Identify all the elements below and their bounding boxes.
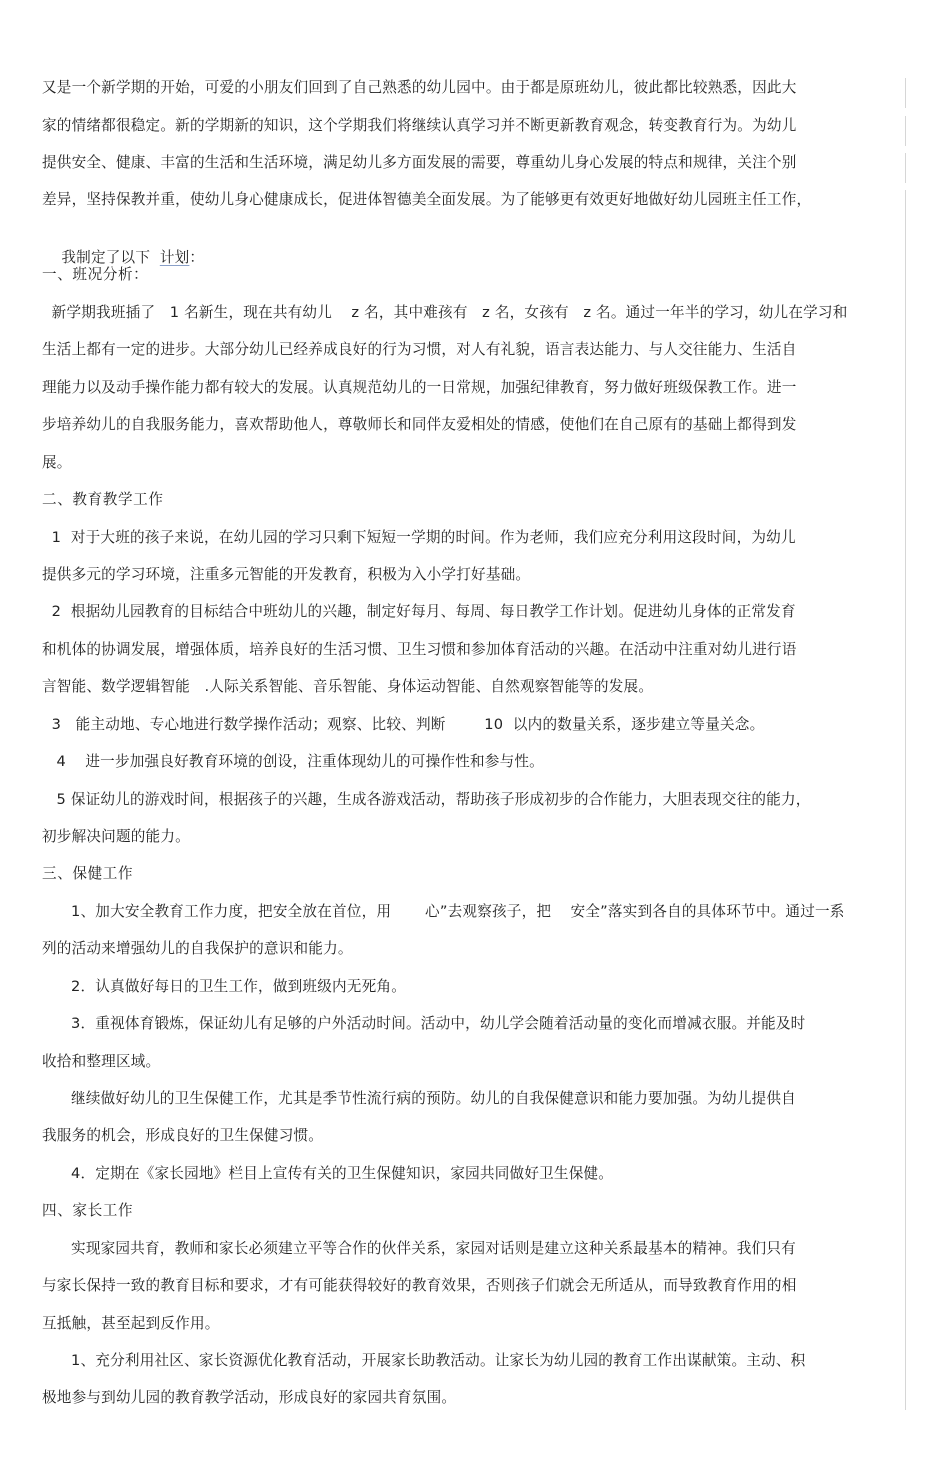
text-line: 步培养幼儿的自我服务能力，喜欢帮助他人，尊敬师长和同伴友爱相处的情感，使他们在自己原有的基础上都得到发 [42,416,797,433]
text-line: 互抵触，甚至起到反作用。 [42,1315,220,1332]
text-line: 4 进一步加强良好教育环境的创设，注重体现幼儿的可操作性和参与性。 [42,753,544,770]
plan-link[interactable]: 计划 [159,249,190,266]
text-line: 提供多元的学习环境，注重多元智能的开发教育，积极为入小学打好基础。 [42,566,531,583]
text-line: 3 能主动地、专心地进行数学操作活动；观察、比较、判断 10 以内的数量关系，逐步建立等量关念。 [42,716,765,733]
right-margin-rule [905,190,906,1410]
plan-link-suffix: ： [189,249,205,266]
text-line: 家的情绪都很稳定。新的学期新的知识，这个学期我们将继续认真学习并不断更新教育观念，转变教育行为。为幼儿 [42,117,797,134]
section-heading-teaching: 二、教育教学工作 [42,491,164,508]
section-heading-parents: 四、家长工作 [42,1202,134,1219]
text-line: 又是一个新学期的开始，可爱的小朋友们回到了自己熟悉的幼儿园中。由于都是原班幼儿，彼此都比较熟悉，因此大 [42,79,797,96]
text-line: 收拾和整理区域。 [42,1053,161,1070]
text-line: 我服务的机会，形成良好的卫生保健习惯。 [42,1127,324,1144]
section-heading-health: 三、保健工作 [42,865,134,882]
right-margin-rule [905,153,906,183]
right-margin-rule [905,78,906,108]
text-line-lead: 我制定了以下 [61,249,151,266]
text-line: 1、加大安全教育工作力度，把安全放在首位，用 心”去观察孩子，把 安全”落实到各自的具体环节中。通过一系 [42,903,845,920]
text-line: 5 保证幼儿的游戏时间，根据孩子的兴趣，生成各游戏活动，帮助孩子形成初步的合作能力，大胆表现交往的能力， [42,791,811,808]
text-line [42,228,205,266]
text-line: 提供安全、健康、丰富的生活和生活环境，满足幼儿多方面发展的需要，尊重幼儿身心发展的特点和规律，关注个别 [42,154,797,171]
text-line: 3．重视体育锻炼，保证幼儿有足够的户外活动时间。活动中，幼儿学会随着活动量的变化而增减衣服。并能及时 [42,1015,806,1032]
text-line: 与家长保持一致的教育目标和要求，才有可能获得较好的教育效果，否则孩子们就会无所适从，而导致教育作用的相 [42,1277,797,1294]
text-line: 2 根据幼儿园教育的目标结合中班幼儿的兴趣，制定好每月、每周、每日教学工作计划。促进幼儿身体的正常发育 [42,603,796,620]
text-line: 展。 [42,454,72,471]
text-line: 差异，坚持保教并重，使幼儿身心健康成长，促进体智德美全面发展。为了能够更有效更好地做好幼儿园班主任工作， [42,191,812,208]
text-line: 言智能、数学逻辑智能 .人际关系智能、音乐智能、身体运动智能、自然观察智能等的发展。 [42,678,654,695]
text-line: 1、充分利用社区、家长资源优化教育活动，开展家长助教活动。让家长为幼儿园的教育工作出谋献策。主动、积 [42,1352,806,1369]
text-line: 1 对于大班的孩子来说，在幼儿园的学习只剩下短短一学期的时间。作为老师，我们应充分利用这段时间，为幼儿 [42,529,796,546]
text-line: 初步解决问题的能力。 [42,828,190,845]
text-line: 继续做好幼儿的卫生保健工作，尤其是季节性流行病的预防。幼儿的自我保健意识和能力要加强。为幼儿提供自 [42,1090,796,1107]
text-line: 生活上都有一定的进步。大部分幼儿已经养成良好的行为习惯，对人有礼貌，语言表达能力、与人交往能力、生活自 [42,341,797,358]
text-line: 4．定期在《家长园地》栏目上宣传有关的卫生保健知识，家园共同做好卫生保健。 [42,1165,614,1182]
text-line: 理能力以及动手操作能力都有较大的发展。认真规范幼儿的一日常规，加强纪律教育，努力做好班级保教工作。进一 [42,379,797,396]
text-line: 实现家园共育，教师和家长必须建立平等合作的伙伴关系，家园对话则是建立这种关系最基本的精神。我们只有 [42,1240,796,1257]
right-margin-rule [905,116,906,146]
text-line: 新学期我班插了 1 名新生，现在共有幼儿 z 名，其中难孩有 z 名，女孩有 z 名。通过一年半的学习，幼儿在学习和 [42,304,848,321]
text-line: 极地参与到幼儿园的教育教学活动，形成良好的家园共育氛围。 [42,1389,457,1406]
text-line: 列的活动来增强幼儿的自我保护的意识和能力。 [42,940,353,957]
section-heading-class-analysis: 一、班况分析： [42,266,149,283]
text-line: 和机体的协调发展，增强体质，培养良好的生活习惯、卫生习惯和参加体育活动的兴趣。在活动中注重对幼儿进行语 [42,641,797,658]
text-line: 2．认真做好每日的卫生工作，做到班级内无死角。 [42,978,406,995]
